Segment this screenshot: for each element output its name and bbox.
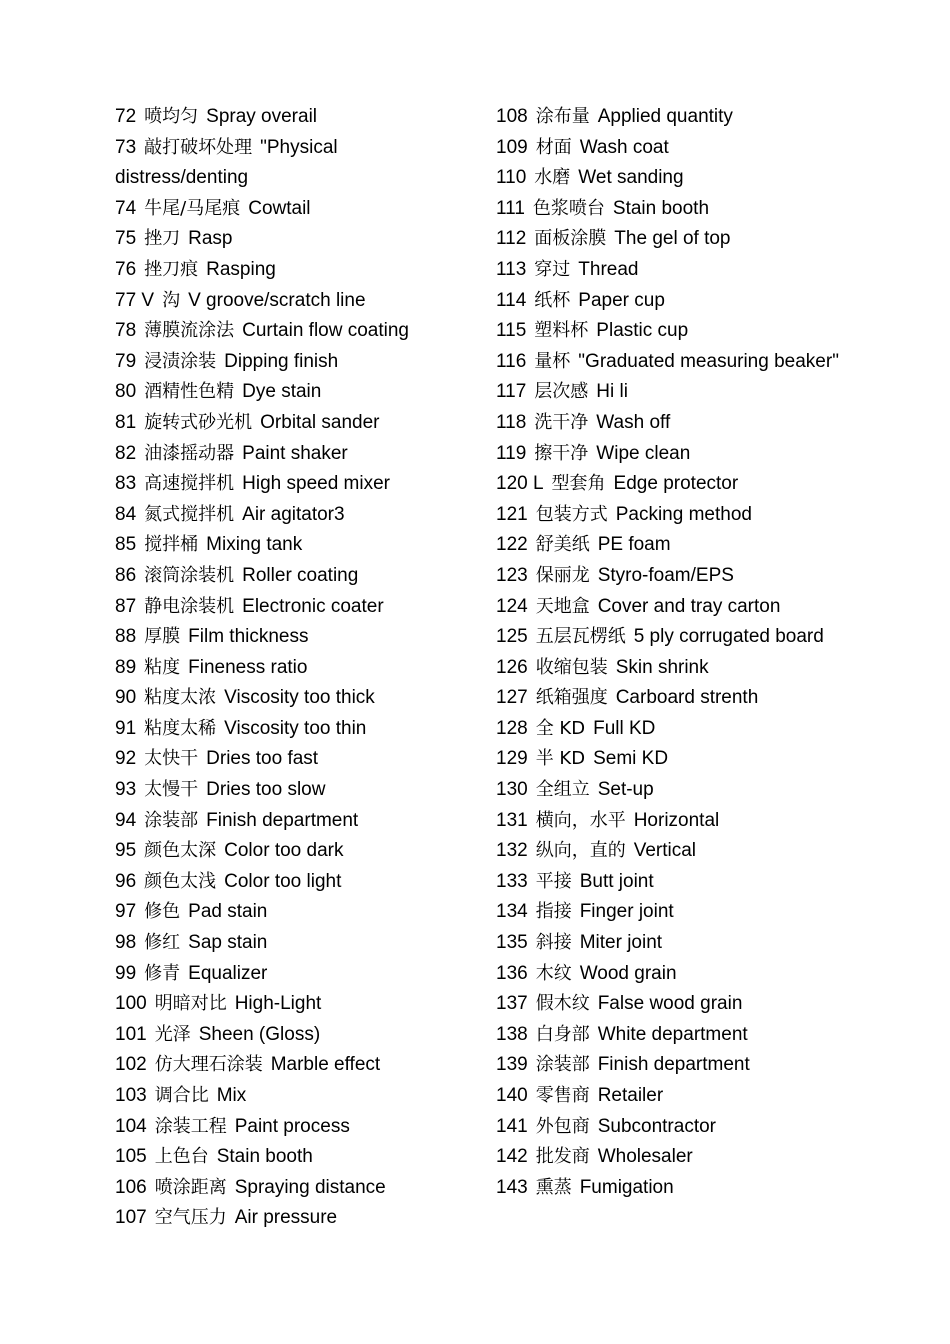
- entry-number: 127: [496, 687, 528, 709]
- entry-chinese-term: 粘度: [144, 656, 181, 678]
- glossary-entry: [115, 744, 475, 775]
- entry-english-term: Cover and tray carton: [597, 595, 781, 617]
- entry-number: 120 L: [496, 473, 544, 495]
- glossary-entry: [115, 102, 475, 133]
- entry-number: 84: [115, 503, 137, 525]
- entry-chinese-term: 舒美纸: [535, 534, 590, 556]
- entry-english-term: Spray overail: [206, 106, 318, 127]
- entry-english-term: Color too light: [224, 870, 342, 892]
- entry-chinese-term: 太快干: [144, 748, 199, 770]
- entry-english-term: Full KD: [593, 717, 656, 739]
- entry-chinese-term: 指接: [535, 901, 572, 923]
- entry-chinese-term: 塑料杯: [534, 320, 589, 342]
- entry-number: 117: [496, 381, 527, 403]
- entry-english-term: Carboard strenth: [615, 687, 759, 709]
- entry-chinese-term: 空气压力: [154, 1207, 227, 1229]
- glossary-entry: [496, 469, 916, 500]
- glossary-entry: [496, 622, 916, 653]
- entry-number: 93: [115, 779, 137, 801]
- entry-number: 82: [115, 442, 137, 464]
- entry-chinese-term: 太慢干: [144, 779, 199, 801]
- glossary-entry: [496, 653, 916, 684]
- entry-number: 95: [115, 840, 137, 862]
- entry-english-term: Styro-foam/EPS: [597, 564, 734, 586]
- entry-chinese-term: 高速搅拌机: [144, 473, 235, 495]
- glossary-entry: [496, 224, 916, 255]
- entry-english-term: False wood grain: [597, 993, 743, 1015]
- entry-english-term: Electronic coater: [242, 595, 384, 617]
- entry-number: 94: [115, 809, 137, 831]
- entry-english-term: Cowtail: [248, 197, 311, 219]
- entry-english-term: White department: [597, 1023, 748, 1045]
- entry-number: 109: [496, 136, 528, 158]
- glossary-entry: [496, 1173, 916, 1204]
- glossary-entry: [496, 194, 916, 225]
- entry-english-term: Wash coat: [579, 136, 669, 158]
- entry-chinese-term: 粘度太稀: [144, 717, 217, 739]
- entry-english-term: Miter joint: [579, 932, 663, 954]
- entry-number: 103: [115, 1085, 147, 1106]
- entry-number: 85: [115, 534, 137, 556]
- entry-english-term: Butt joint: [579, 870, 654, 892]
- entry-english-term: High speed mixer: [242, 473, 390, 495]
- entry-chinese-term: 涂装工程: [154, 1115, 227, 1137]
- entry-chinese-term: 量杯: [534, 350, 571, 372]
- glossary-entry: [115, 530, 475, 561]
- entry-english-term: Finish department: [206, 809, 359, 831]
- entry-chinese-term: 上色台: [154, 1146, 209, 1168]
- glossary-entry: [115, 1020, 475, 1051]
- entry-chinese-term: 颜色太深: [144, 840, 217, 862]
- entry-english-term: Retailer: [597, 1085, 664, 1106]
- entry-english-term: Curtain flow coating: [242, 320, 410, 342]
- entry-chinese-term: 面板涂膜: [534, 228, 607, 250]
- entry-chinese-term: 旋转式砂光机: [144, 411, 253, 433]
- entry-chinese-term: 木纹: [535, 962, 572, 984]
- entry-number: 111: [496, 197, 525, 219]
- entry-chinese-term: 酒精性色精: [144, 381, 235, 403]
- entry-chinese-term: 水磨: [534, 167, 571, 189]
- entry-chinese-term: 颜色太浅: [144, 870, 217, 892]
- entry-english-term: 5 ply corrugated board: [633, 626, 824, 648]
- entry-chinese-term: 氮式搅拌机: [144, 503, 235, 525]
- entry-chinese-term: 零售商: [535, 1085, 590, 1106]
- glossary-entry: [496, 1020, 916, 1051]
- entry-chinese-term: 浸渍涂装: [144, 350, 217, 372]
- entry-english-term: "Graduated measuring beaker": [578, 350, 839, 372]
- glossary-entry: [496, 592, 916, 623]
- entry-chinese-term: 擦干净: [534, 442, 589, 464]
- glossary-entry: [115, 286, 475, 317]
- glossary-right-column: [496, 102, 916, 1203]
- entry-english-term: Mixing tank: [206, 534, 303, 556]
- glossary-entry: [115, 897, 475, 928]
- entry-chinese-term: 搅拌桶: [144, 534, 199, 556]
- entry-english-term: Paint process: [234, 1115, 350, 1137]
- glossary-entry: [496, 500, 916, 531]
- entry-english-term: Mix: [216, 1085, 247, 1106]
- glossary-entry: [496, 989, 916, 1020]
- glossary-entry: [115, 194, 475, 225]
- entry-chinese-term: 型套角: [551, 473, 606, 495]
- entry-number: 110: [496, 167, 527, 189]
- entry-number: 143: [496, 1176, 528, 1198]
- entry-number: 138: [496, 1023, 528, 1045]
- entry-english-term: Fineness ratio: [188, 656, 308, 678]
- entry-number: 90: [115, 687, 137, 709]
- entry-chinese-term: 油漆摇动器: [144, 442, 235, 464]
- glossary-entry: [115, 959, 475, 990]
- entry-number: 81: [115, 411, 137, 433]
- entry-chinese-term: 修青: [144, 962, 181, 984]
- entry-number: 118: [496, 411, 527, 433]
- entry-number: 91: [115, 717, 137, 739]
- glossary-entry: [496, 255, 916, 286]
- glossary-entry: [115, 133, 475, 164]
- glossary-entry: [115, 500, 475, 531]
- entry-english-term: Set-up: [597, 779, 654, 801]
- entry-number: 130: [496, 779, 528, 801]
- glossary-entry: [115, 806, 475, 837]
- entry-english-term: Rasp: [188, 228, 233, 250]
- entry-chinese-term: 包装方式: [535, 503, 608, 525]
- entry-chinese-term: 平接: [535, 870, 572, 892]
- glossary-entry: [496, 377, 916, 408]
- glossary-entry: [496, 439, 916, 470]
- entry-chinese-term: 全组立: [535, 779, 590, 801]
- entry-english-term: Packing method: [615, 503, 752, 525]
- glossary-entry: [115, 683, 475, 714]
- entry-number: 77 V: [115, 289, 155, 311]
- entry-number: 98: [115, 932, 137, 954]
- entry-chinese-term: 仿大理石涂装: [154, 1054, 263, 1076]
- entry-number: 79: [115, 350, 137, 372]
- entry-chinese-term: 保丽龙: [535, 564, 590, 586]
- glossary-entry: [115, 836, 475, 867]
- glossary-entry: [496, 683, 916, 714]
- entry-chinese-term: 熏蒸: [535, 1176, 572, 1198]
- entry-chinese-term: 纸箱强度: [535, 687, 608, 709]
- entry-chinese-term: 喷涂距离: [154, 1176, 227, 1198]
- entry-number: 137: [496, 993, 528, 1015]
- entry-number: 101: [115, 1023, 147, 1045]
- entry-number: 99: [115, 962, 137, 984]
- glossary-entry: [115, 1112, 475, 1143]
- entry-number: 133: [496, 870, 528, 892]
- entry-english-term: "Physical: [260, 136, 338, 158]
- entry-number: 96: [115, 870, 137, 892]
- glossary-entry: [115, 316, 475, 347]
- glossary-entry: [115, 714, 475, 745]
- entry-number: 83: [115, 473, 137, 495]
- entry-number: 132: [496, 840, 528, 862]
- entry-chinese-term: 半 KD: [535, 748, 586, 770]
- entry-number: 141: [496, 1115, 528, 1137]
- entry-english-term: Rasping: [206, 258, 276, 280]
- glossary-entry: [496, 561, 916, 592]
- entry-english-term: Viscosity too thick: [224, 687, 375, 709]
- entry-english-term: The gel of top: [614, 228, 731, 250]
- glossary-entry: [115, 653, 475, 684]
- glossary-entry: [496, 836, 916, 867]
- glossary-entry: [115, 867, 475, 898]
- entry-chinese-term: 光泽: [154, 1023, 191, 1045]
- entry-number: 142: [496, 1146, 528, 1168]
- entry-number: 119: [496, 442, 527, 464]
- entry-english-term: Plastic cup: [596, 320, 689, 342]
- entry-english-term: Viscosity too thin: [224, 717, 367, 739]
- entry-number: 114: [496, 289, 527, 311]
- glossary-entry: [496, 1142, 916, 1173]
- glossary-left-column: [115, 102, 475, 1234]
- entry-number: 140: [496, 1085, 528, 1106]
- entry-english-term: Skin shrink: [615, 656, 709, 678]
- entry-chinese-term: 粘度太浓: [144, 687, 217, 709]
- glossary-entry: [115, 1050, 475, 1081]
- entry-number: 97: [115, 901, 137, 923]
- glossary-entry: [496, 897, 916, 928]
- entry-chinese-term: 敲打破坏处理: [144, 136, 253, 158]
- entry-chinese-term: 厚膜: [144, 626, 181, 648]
- glossary-entry: [496, 408, 916, 439]
- entry-english-term: Applied quantity: [597, 106, 733, 127]
- entry-number: 131: [496, 809, 528, 831]
- entry-number: 134: [496, 901, 528, 923]
- entry-number: 102: [115, 1054, 147, 1076]
- glossary-entry: [115, 347, 475, 378]
- entry-number: 106: [115, 1176, 147, 1198]
- glossary-entry: [496, 530, 916, 561]
- entry-english-term: Orbital sander: [260, 411, 380, 433]
- entry-chinese-term: 批发商: [535, 1146, 590, 1168]
- entry-chinese-term: 色浆喷台: [532, 197, 605, 219]
- glossary-entry: [115, 561, 475, 592]
- glossary-entry: [496, 775, 916, 806]
- entry-chinese-term: 喷均匀: [144, 106, 199, 127]
- entry-chinese-term: 沟: [162, 289, 181, 311]
- entry-chinese-term: 外包商: [535, 1115, 590, 1137]
- entry-number: 124: [496, 595, 528, 617]
- glossary-entry: [115, 622, 475, 653]
- entry-number: 126: [496, 656, 528, 678]
- entry-english-term: Dye stain: [242, 381, 322, 403]
- entry-number: 75: [115, 228, 137, 250]
- glossary-entry: [115, 775, 475, 806]
- entry-english-term: Paint shaker: [242, 442, 348, 464]
- glossary-entry: [115, 224, 475, 255]
- entry-chinese-term: 涂装部: [144, 809, 199, 831]
- glossary-entry: [496, 1081, 916, 1112]
- entry-number: 125: [496, 626, 528, 648]
- entry-english-term: Dries too fast: [206, 748, 319, 770]
- entry-chinese-term: 材面: [535, 136, 572, 158]
- entry-chinese-term: 斜接: [535, 932, 572, 954]
- entry-english-term: Stain booth: [216, 1146, 313, 1168]
- glossary-entry: [496, 1112, 916, 1143]
- entry-english-term: Equalizer: [188, 962, 268, 984]
- glossary-entry: [496, 347, 916, 378]
- entry-number: 135: [496, 932, 528, 954]
- entry-english-term: Sap stain: [188, 932, 268, 954]
- entry-number: 112: [496, 228, 527, 250]
- entry-number: 113: [496, 258, 527, 280]
- entry-chinese-term: 涂装部: [535, 1054, 590, 1076]
- entry-number: 88: [115, 626, 137, 648]
- entry-chinese-term: 横向，水平: [535, 809, 626, 831]
- entry-number: 100: [115, 993, 147, 1015]
- entry-english-term: Thread: [578, 258, 639, 280]
- entry-english-term: Paper cup: [578, 289, 665, 311]
- glossary-entry: [115, 928, 475, 959]
- entry-chinese-term: 修色: [144, 901, 181, 923]
- entry-chinese-term: 天地盒: [535, 595, 590, 617]
- entry-number: 107: [115, 1207, 147, 1229]
- glossary-entry: [496, 163, 916, 194]
- entry-number: 108: [496, 106, 528, 127]
- entry-number: 72: [115, 106, 137, 127]
- entry-english-term: Wash off: [596, 411, 671, 433]
- glossary-entry: [496, 102, 916, 133]
- entry-english-term: Wholesaler: [597, 1146, 693, 1168]
- entry-english-term: Stain booth: [612, 197, 710, 219]
- glossary-entry: [496, 867, 916, 898]
- glossary-entry: [115, 439, 475, 470]
- entry-english-term: Spraying distance: [234, 1176, 386, 1198]
- entry-number: 76: [115, 258, 137, 280]
- glossary-entry: [115, 377, 475, 408]
- glossary-entry: [115, 1142, 475, 1173]
- entry-chinese-term: 假木纹: [535, 993, 590, 1015]
- entry-english-term: V groove/scratch line: [188, 289, 366, 311]
- entry-number: 87: [115, 595, 137, 617]
- entry-number: 89: [115, 656, 137, 678]
- entry-english-term: Finger joint: [579, 901, 674, 923]
- entry-english-term: Wood grain: [579, 962, 677, 984]
- entry-english-term: Vertical: [633, 840, 697, 862]
- entry-english-term: Air agitator3: [242, 503, 345, 525]
- glossary-entry: [115, 163, 475, 194]
- entry-number: 80: [115, 381, 137, 403]
- entry-chinese-term: 牛尾/马尾痕: [144, 197, 241, 219]
- entry-chinese-term: 挫刀痕: [144, 258, 199, 280]
- entry-english-term: Sheen (Gloss): [198, 1023, 321, 1045]
- entry-number: 104: [115, 1115, 147, 1137]
- entry-number: 78: [115, 320, 137, 342]
- glossary-entry: [496, 744, 916, 775]
- entry-chinese-term: 涂布量: [535, 106, 590, 127]
- entry-english-term: High-Light: [234, 993, 322, 1015]
- glossary-entry: [115, 989, 475, 1020]
- glossary-entry: [496, 928, 916, 959]
- entry-number: 116: [496, 350, 527, 372]
- entry-english-term: Air pressure: [234, 1207, 338, 1229]
- entry-chinese-term: 纵向，直的: [535, 840, 626, 862]
- entry-chinese-term: 层次感: [534, 381, 589, 403]
- glossary-entry: [115, 469, 475, 500]
- entry-number: 74: [115, 197, 137, 219]
- entry-english-term: Hi li: [596, 381, 628, 403]
- glossary-entry: [115, 1203, 475, 1234]
- glossary-entry: [115, 408, 475, 439]
- entry-english-term: Finish department: [597, 1054, 750, 1076]
- entry-number: 121: [496, 503, 528, 525]
- entry-english-term: Color too dark: [224, 840, 344, 862]
- entry-number: 139: [496, 1054, 528, 1076]
- entry-english-term: Semi KD: [593, 748, 669, 770]
- glossary-entry: [115, 1081, 475, 1112]
- entry-chinese-term: 明暗对比: [154, 993, 227, 1015]
- glossary-entry: [496, 1050, 916, 1081]
- entry-chinese-term: 纸杯: [534, 289, 571, 311]
- entry-english-term: Marble effect: [270, 1054, 381, 1076]
- entry-chinese-term: 洗干净: [534, 411, 589, 433]
- entry-english-term: Pad stain: [188, 901, 268, 923]
- entry-chinese-term: 穿过: [534, 258, 571, 280]
- entry-chinese-term: 全 KD: [535, 717, 586, 739]
- entry-number: 86: [115, 564, 137, 586]
- entry-english-term: PE foam: [597, 534, 671, 556]
- entry-english-term: Wet sanding: [578, 167, 684, 189]
- glossary-entry: [496, 806, 916, 837]
- glossary-entry: [115, 1173, 475, 1204]
- entry-english-term: Film thickness: [188, 626, 309, 648]
- entry-chinese-term: 挫刀: [144, 228, 181, 250]
- entry-chinese-term: 滚筒涂装机: [144, 564, 235, 586]
- entry-english-term: Dipping finish: [224, 350, 339, 372]
- entry-number: 105: [115, 1146, 147, 1168]
- entry-english-term: Horizontal: [633, 809, 720, 831]
- entry-chinese-term: 静电涂装机: [144, 595, 235, 617]
- entry-number: 129: [496, 748, 528, 770]
- glossary-entry: [496, 133, 916, 164]
- entry-number: 128: [496, 717, 528, 739]
- entry-chinese-term: 修红: [144, 932, 181, 954]
- entry-english-term: distress/denting: [115, 167, 249, 189]
- entry-chinese-term: 白身部: [535, 1023, 590, 1045]
- entry-english-term: Dries too slow: [206, 779, 326, 801]
- entry-number: 136: [496, 962, 528, 984]
- entry-english-term: Subcontractor: [597, 1115, 716, 1137]
- entry-english-term: Wipe clean: [596, 442, 691, 464]
- entry-chinese-term: 薄膜流涂法: [144, 320, 235, 342]
- entry-chinese-term: 五层瓦楞纸: [535, 626, 626, 648]
- glossary-entry: [496, 959, 916, 990]
- entry-number: 92: [115, 748, 137, 770]
- glossary-entry: [496, 316, 916, 347]
- entry-number: 122: [496, 534, 528, 556]
- glossary-entry: [115, 592, 475, 623]
- entry-english-term: Edge protector: [613, 473, 739, 495]
- entry-chinese-term: 收缩包装: [535, 656, 608, 678]
- entry-number: 123: [496, 564, 528, 586]
- entry-number: 73: [115, 136, 137, 158]
- entry-chinese-term: 调合比: [154, 1085, 209, 1106]
- entry-english-term: Roller coating: [242, 564, 359, 586]
- glossary-entry: [496, 714, 916, 745]
- glossary-entry: [115, 255, 475, 286]
- entry-english-term: Fumigation: [579, 1176, 674, 1198]
- glossary-entry: [496, 286, 916, 317]
- entry-number: 115: [496, 320, 527, 342]
